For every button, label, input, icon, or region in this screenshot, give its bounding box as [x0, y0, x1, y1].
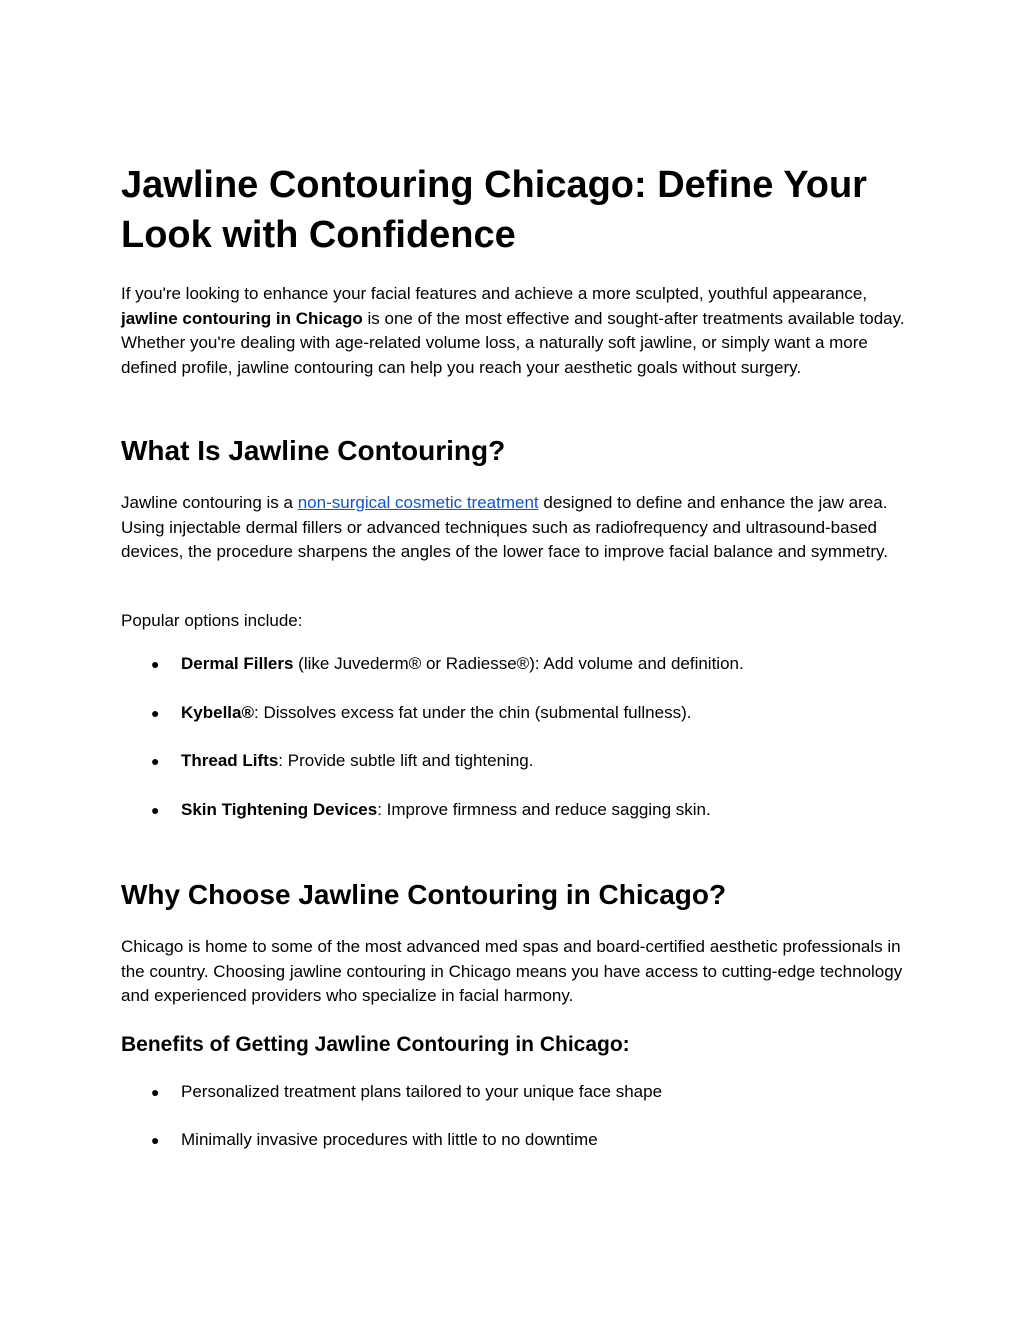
option-text	[181, 652, 744, 676]
option-text	[181, 701, 691, 725]
bullet-icon: ●	[151, 802, 160, 818]
treatment-link[interactable]: non-surgical cosmetic treatment	[297, 493, 539, 512]
intro-text-start: If you're looking to enhance your facial features and achieve a more sculpted, youthful appearance,	[121, 284, 868, 303]
bullet-icon: ●	[151, 753, 160, 769]
benefits-heading: Benefits of Getting Jawline Contouring in Chicago:	[121, 1033, 630, 1056]
intro-bold-phrase: jawline contouring in Chicago	[121, 308, 363, 328]
option-name: Thread Lifts	[181, 751, 279, 770]
bullet-icon: ●	[151, 1084, 160, 1100]
option-name: Skin Tightening Devices	[181, 800, 378, 819]
option-desc: : Provide subtle lift and tightening.	[278, 751, 534, 770]
option-text	[181, 798, 711, 822]
benefit-text: Personalized treatment plans tailored to your unique face shape	[181, 1082, 663, 1101]
chicago-paragraph: Chicago is home to some of the most advanced med spas and board-certified aesthetic professionals in the country. Choosing jawline contouring in Chicago means you have access to cutting-edge technology and experienced providers who specialize in facial harmony.	[121, 937, 903, 1005]
options-intro: Popular options include:	[121, 611, 303, 630]
page-title: Jawline Contouring Chicago: Define Your Look with Confidence	[121, 164, 867, 256]
option-name: Dermal Fillers	[181, 654, 294, 673]
intro-text-end: is one of the most effective and sought-after treatments available today. Whether you're dealing with age-related volume loss, a naturally soft jawline, or simply want a more defined profile, jawline contouring can help you reach your aesthetic goals without surgery.	[121, 308, 905, 377]
option-desc: : Improve firmness and reduce sagging skin.	[377, 800, 711, 819]
intro-paragraph	[121, 282, 911, 380]
definition-text-end: designed to define and enhance the jaw area. Using injectable dermal fillers or advanced techniques such as radiofrequency and ultrasound-based devices, the procedure sharpens the angles of the lower face to improve facial balance and symmetry.	[121, 493, 888, 561]
benefit-text: Minimally invasive procedures with little to no downtime	[181, 1130, 598, 1149]
bullet-icon: ●	[151, 1132, 160, 1148]
section-heading-what-is: What Is Jawline Contouring?	[121, 435, 506, 466]
option-desc: (like Juvederm® or Radiesse®): Add volume and definition.	[293, 654, 744, 673]
bullet-icon: ●	[151, 705, 160, 721]
bullet-icon: ●	[151, 656, 160, 672]
option-name: Kybella®	[181, 703, 254, 722]
definition-text-start: Jawline contouring is a	[121, 493, 298, 512]
option-desc: : Dissolves excess fat under the chin (submental fullness).	[254, 703, 692, 722]
option-text	[181, 749, 533, 773]
definition-paragraph	[121, 491, 911, 565]
section-heading-why-chicago: Why Choose Jawline Contouring in Chicago?	[121, 879, 727, 910]
